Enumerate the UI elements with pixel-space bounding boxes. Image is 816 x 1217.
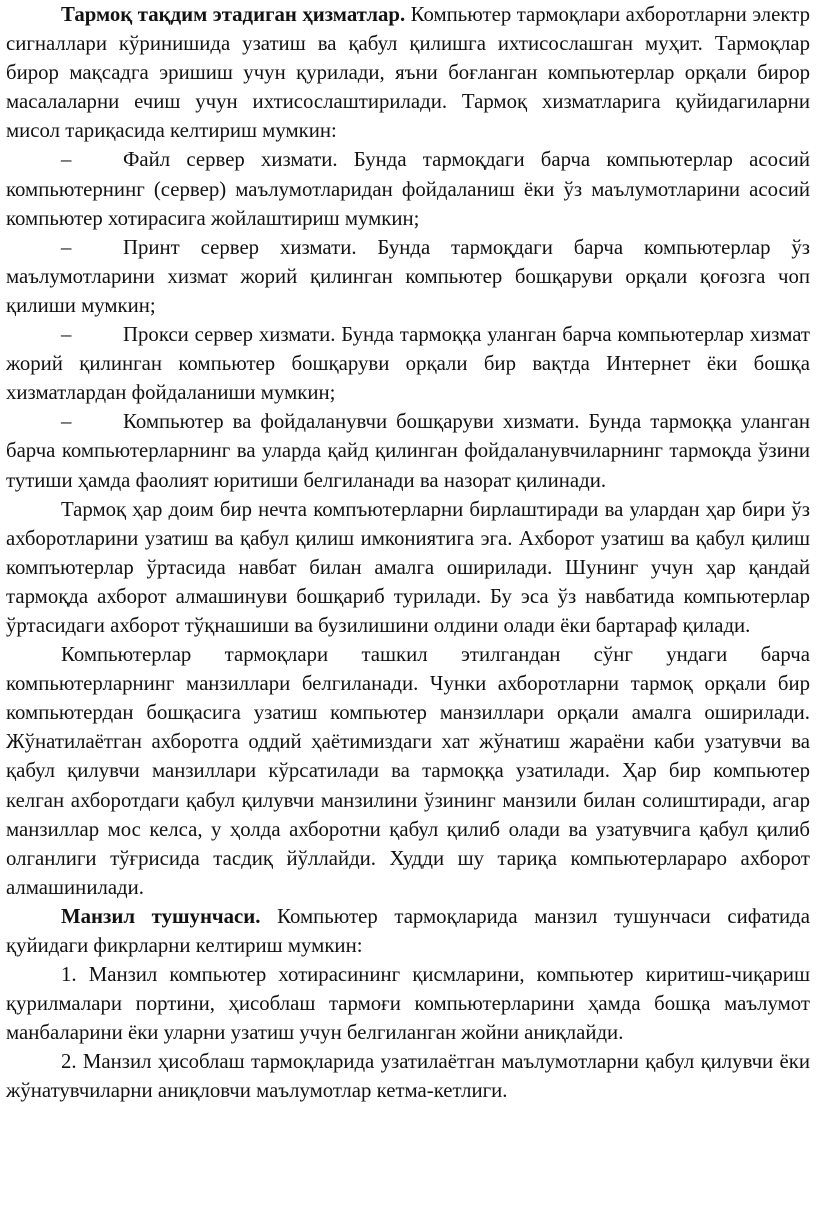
bullet-item — [6, 145, 810, 232]
numbered-item: 2. Манзил ҳисоблаш тармоқларида узатилаётган маълумотларни қабул қилувчи ёки жўнатувчиларни аниқловчи маълумотлар кетма-кетлиги. — [6, 1050, 810, 1103]
bullet-text: Компьютер ва фойдаланувчи бошқаруви хизмати. Бунда тармоққа уланган барча компьютерларнинг ва уларда қайд қилинган фойдаланувчиларнинг тармоқда ўзини тутиши ҳамда фаолият юритиши белгиланади ва назорат қилинади. — [6, 410, 810, 492]
bullet-item — [6, 407, 810, 494]
bullet-item — [6, 233, 810, 320]
heading-address-concept: Манзил тушунчаси. — [61, 904, 261, 928]
dash-marker: – — [61, 235, 72, 259]
bullet-text: Принт сервер хизмати. Бунда тармоқдаги барча компьютерлар ўз маълумотларини хизмат жорий қилинган компьютер бошқаруви орқали қоғозга чоп қилиши мумкин; — [6, 235, 810, 317]
dash-marker: – — [61, 410, 72, 434]
paragraph-text: Компьютер тармоқларида манзил тушунчаси сифатида қуйидаги фикрларни келтириш мумкин: — [6, 904, 810, 957]
dash-marker: – — [61, 148, 72, 172]
dash-marker: – — [61, 323, 72, 347]
paragraph-network-services — [6, 0, 810, 145]
heading-network-services: Тармоқ тақдим этадиган ҳизматлар. — [61, 3, 406, 26]
paragraph-addresses: Компьютерлар тармоқлари ташкил этилгандан сўнг ундаги барча компьютерларнинг манзиллари белгиланади. Чунки ахборотларни тармоқ орқали бир компьютердан бошқасига узатиш компьютер манзиллари орқали амалга оширилади. Жўнатилаётган ахборотга оддий ҳаётимиздаги хат жўнатиш жараёни каби узатувчи ва қабул қилувчи манзиллари кўрсатилади ва тармоққа узатилади. Ҳар бир компьютер келган ахборотдаги қабул қилувчи манзилини ўзининг манзили билан солиштиради, агар манзиллар мос келса, у ҳолда ахборотни қабул қилиб олади ва узатувчига қабул қилиб олганлиги тўғрисида тасдиқ йўллайди. Худди шу тариқа компьютерлараро ахборот алмашинилади. — [6, 643, 810, 899]
paragraph-network-exchange: Тармоқ ҳар доим бир нечта компъютерларни бирлаштиради ва улардан ҳар бири ўз ахборотларини узатиш ва қабул қилиш имкониятига эга. Ахборот узатиш ва қабул қилиш компъютерлар ўртасида навбат билан амалга оширилади. Шунинг учун ҳар қандай тармоқда ахборот алмашинуви бошқариб турилади. Бу эса ўз навбатида компьютерлар ўртасидаги ахборот тўқнашиши ва бузилишини олдини олади ёки бартараф қилади. — [6, 497, 810, 637]
bullet-item — [6, 320, 810, 407]
paragraph-address-concept — [6, 902, 810, 960]
numbered-item: 1. Манзил компьютер хотирасининг қисмларини, компьютер киритиш-чиқариш қурилмалари портини, ҳисоблаш тармоғи компьютерларини ҳамда бошқа маълумот манбаларини ёки уларни узатиш учун белгиланган жойни аниқлайди. — [6, 963, 810, 1045]
paragraph-text: Компьютер тармоқлари ахборотларни электр сигналлари кўринишида узатиш ва қабул қилишга ихтисослашган муҳит. Тармоқлар бирор мақсадга эришиш учун қурилади, яъни боғланган компьютерлар орқали бирор масалаларни ечиш учун ихтисослаштирилади. Тармоқ хизматларига қуйидагиларни мисол тариқасида келтириш мумкин: — [6, 3, 810, 143]
bullet-text: Прокси сервер хизмати. Бунда тармоққа уланган барча компьютерлар хизмат жорий қилинган компьютер бошқаруви орқали бир вақтда Интернет ёки бошқа хизматлардан фойдаланиши мумкин; — [6, 323, 810, 405]
bullet-text: Файл сервер хизмати. Бунда тармоқдаги барча компьютерлар асосий компьютернинг (сервер) маълумотларидан фойдаланиш ёки ўз маълумотларини асосий компьютер хотирасига жойлаштириш мумкин; — [6, 148, 810, 230]
